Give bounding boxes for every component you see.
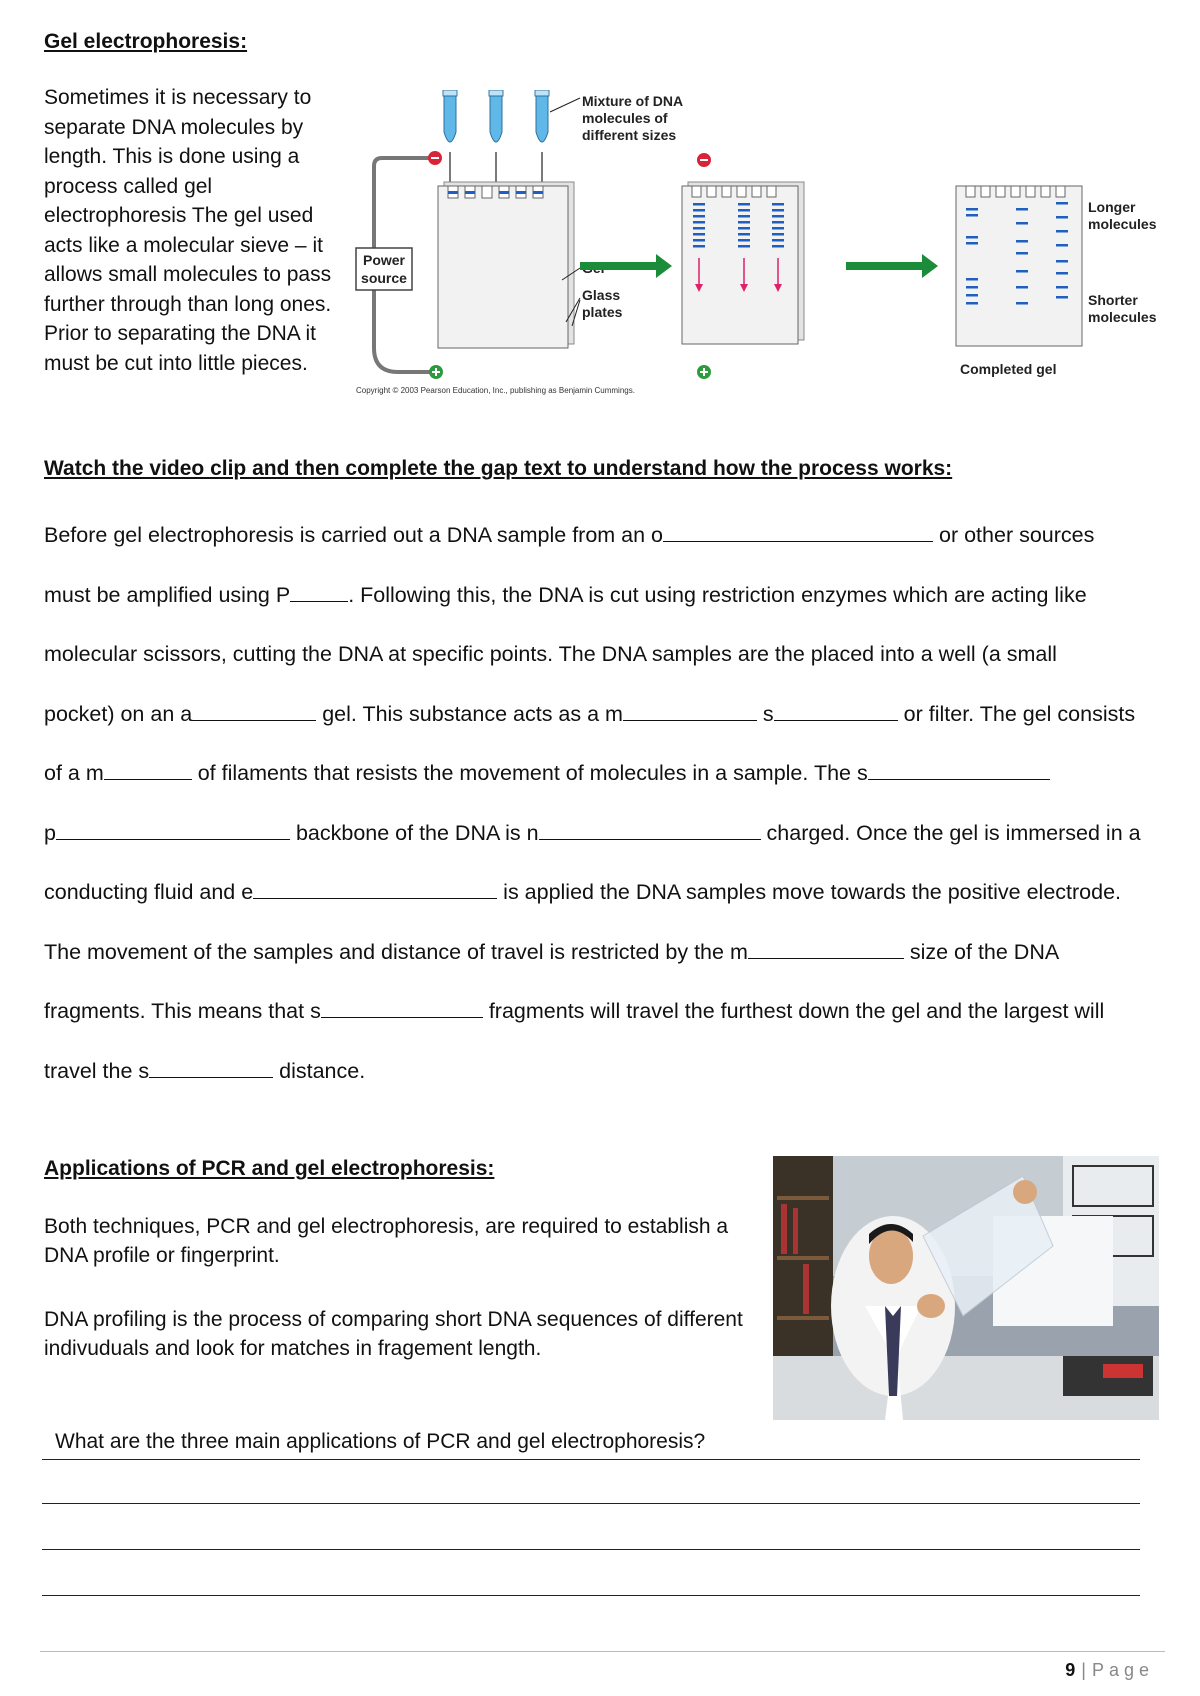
apps-intro-paragraph: Both techniques, PCR and gel electrophoresis, are required to establish a DNA profile or fingerprint.: [44, 1215, 729, 1267]
blank-field[interactable]: [623, 702, 757, 721]
svg-text:Longer: Longer: [1088, 199, 1136, 215]
blank-field[interactable]: [868, 761, 1050, 780]
blank-field[interactable]: [149, 1059, 273, 1078]
footer-divider: [40, 1651, 1165, 1652]
blank-field[interactable]: [663, 523, 933, 542]
blank-field[interactable]: [56, 821, 290, 840]
blank-field[interactable]: [774, 702, 898, 721]
section-heading-watch: Watch the video clip and then complete the gap text to understand how the process works:: [44, 457, 953, 480]
answer-line[interactable]: [42, 1595, 1140, 1596]
gel-plate-2: [682, 182, 804, 344]
svg-text:different sizes: different sizes: [582, 127, 677, 143]
svg-text:Glass: Glass: [582, 287, 621, 303]
copyright-notice: Copyright © 2003 Pearson Education, Inc., publishing as Benjamin Cummings.: [356, 386, 635, 395]
intro-paragraph: Sometimes it is necessary to separate DNA molecules by length. This is done using a process called gel electrophoresis The gel used acts like a molecular sieve – it allows small molecules to pass further through than long ones. Prior to separating the DNA it must be cut into little pieces.: [44, 86, 332, 375]
blank-field[interactable]: [104, 761, 192, 780]
answer-line[interactable]: [42, 1503, 1140, 1504]
power-label-1: Power: [362, 252, 406, 268]
completed-gel-label: Completed gel: [960, 361, 1057, 377]
answer-line[interactable]: [42, 1459, 1140, 1460]
blank-field[interactable]: [321, 999, 483, 1018]
dna-profiling-definition: DNA profiling is the process of comparing short DNA sequences of different indivuduals and look for matches in fragement length.: [44, 1308, 743, 1360]
svg-text:molecules: molecules: [1088, 216, 1157, 232]
page-number: 9: [1065, 1660, 1076, 1680]
blank-field[interactable]: [539, 821, 761, 840]
page-footer: 9 | Page: [1065, 1660, 1154, 1680]
section-heading-apps: Applications of PCR and gel electrophoresis:: [44, 1157, 495, 1180]
blank-field[interactable]: [253, 880, 497, 899]
power-label-2: source: [361, 270, 407, 286]
section-heading-gel: Gel electrophoresis:: [44, 30, 248, 53]
svg-text:plates: plates: [582, 304, 623, 320]
answer-line[interactable]: [42, 1549, 1140, 1550]
test-tubes: [443, 90, 549, 189]
scientist-examining-gel-photo: [773, 1156, 1159, 1420]
svg-text:Mixture of DNA: Mixture of DNA: [582, 93, 684, 109]
gel-plate-1: [438, 182, 574, 348]
process-arrow-2-icon: [846, 254, 938, 278]
applications-question: What are the three main applications of PCR and gel electrophoresis?: [55, 1430, 706, 1453]
blank-field[interactable]: [748, 940, 904, 959]
gel-electrophoresis-diagram: [352, 90, 1172, 410]
blank-field[interactable]: [290, 583, 348, 602]
completed-gel: [956, 186, 1082, 346]
blank-field[interactable]: [192, 702, 316, 721]
svg-text:molecules: molecules: [1088, 309, 1157, 325]
svg-text:Shorter: Shorter: [1088, 292, 1138, 308]
svg-text:molecules of: molecules of: [582, 110, 668, 126]
